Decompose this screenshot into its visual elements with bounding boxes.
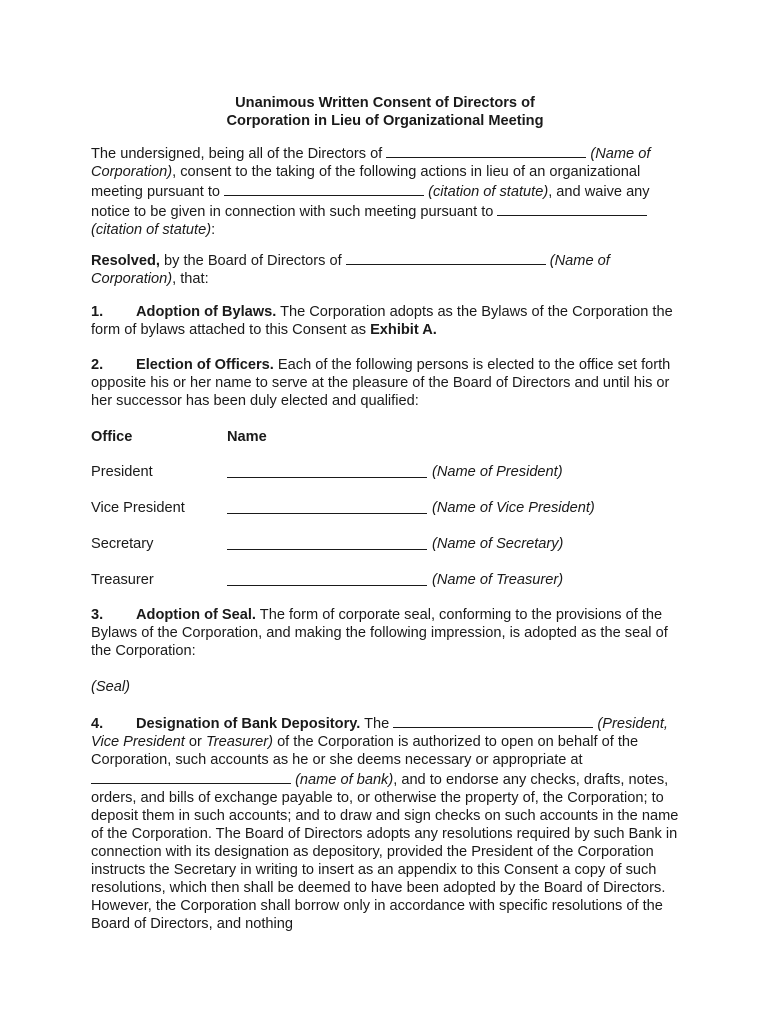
officer-name-blank[interactable] xyxy=(227,535,427,550)
officer-title: President xyxy=(91,464,153,480)
officer-name-blank[interactable] xyxy=(227,463,427,478)
officer-choice-a: (President, Vice President xyxy=(91,716,668,750)
name-column-header: Name xyxy=(227,429,267,445)
statute-citation-blank-1[interactable] xyxy=(224,181,424,196)
section-1-heading: Adoption of Bylaws. xyxy=(136,304,277,320)
section-2-number: 2. xyxy=(91,357,104,373)
statute-citation-blank-2[interactable] xyxy=(497,201,647,216)
intro-text-2: , consent to the taking of the following actions in lieu of an organizational meeting pursuant to xyxy=(91,164,641,200)
officer-row-secretary xyxy=(91,535,691,553)
bank-name-hint: (name of bank) xyxy=(295,772,394,788)
officer-designation-blank[interactable] xyxy=(393,713,593,728)
officer-choice-or: or xyxy=(188,734,202,750)
title-line-1: Unanimous Written Consent of Directors of xyxy=(235,95,535,111)
intro-text-3: , and waive any notice to be given in connection with such meeting pursuant to xyxy=(91,184,650,220)
document-title xyxy=(0,94,770,130)
corporation-name-blank[interactable] xyxy=(386,143,586,158)
section-4-text-3: , and to endorse any checks, drafts, notes, orders, and bills of exchange payable to, or otherwise the property of, the Corporation; to deposit them in such accounts; and to draw and sign checks on such accounts in the name of the Corporation. The Board of Directors adopts any resolutions required by such Bank in connection with its designation as depository, provided the President of the Corporation instructs the Secretary in writing to insert as an appendix to this Consent a copy of such resolutions, which then shall be deemed to have been adopted by the Board of Directors. However, the Corporation shall borrow only in accordance with specific resolutions of the Board of Directors, and nothing xyxy=(91,772,679,932)
office-column-header: Office xyxy=(91,429,133,445)
officer-title: Secretary xyxy=(91,536,154,552)
officer-row-president xyxy=(91,463,691,481)
seal-placeholder: (Seal) xyxy=(91,679,130,695)
section-4-text-1: The xyxy=(364,716,390,732)
section-2-text: Each of the following persons is elected to the office set forth opposite his or her name to serve at the pleasure of the Board of Directors and until his or her successor has been duly elected and qualified: xyxy=(91,357,671,409)
officer-title: Treasurer xyxy=(91,572,154,588)
officer-name-hint: (Name of Vice President) xyxy=(432,500,595,516)
officer-name-hint: (Name of President) xyxy=(432,464,563,480)
officer-row-treasurer xyxy=(91,571,691,589)
officer-row-vice-president xyxy=(91,499,691,517)
section-3-heading: Adoption of Seal. xyxy=(136,607,256,623)
section-1-text: The Corporation adopts as the Bylaws of the Corporation the form of bylaws attached to this Consent as xyxy=(91,304,673,338)
officer-name-hint: (Name of Treasurer) xyxy=(432,572,564,588)
section-2-heading: Election of Officers. xyxy=(136,357,274,373)
resolved-name-of-corporation: (Name of Corporation) xyxy=(91,253,610,287)
officers-table-header xyxy=(91,428,691,446)
section-1 xyxy=(91,303,681,339)
section-4-number: 4. xyxy=(91,716,104,732)
officer-choice-b: Treasurer) xyxy=(205,734,273,750)
section-4 xyxy=(91,713,681,933)
intro-text-4: : xyxy=(211,222,216,238)
section-3-number: 3. xyxy=(91,607,104,623)
intro-citation-1: (citation of statute) xyxy=(428,184,549,200)
section-1-number: 1. xyxy=(91,304,104,320)
section-3 xyxy=(91,606,681,660)
title-line-2: Corporation in Lieu of Organizational Meeting xyxy=(226,113,544,129)
section-4-heading: Designation of Bank Depository. xyxy=(136,716,361,732)
officer-name-blank[interactable] xyxy=(227,499,427,514)
section-2 xyxy=(91,356,681,410)
officer-name-blank[interactable] xyxy=(227,571,427,586)
bank-name-blank[interactable] xyxy=(91,769,291,784)
resolved-label: Resolved, xyxy=(91,253,160,269)
section-4-text-2: of the Corporation is authorized to open on behalf of the Corporation, such accounts as he or she deems necessary or appropriate at xyxy=(91,734,639,768)
resolved-text-1: by the Board of Directors of xyxy=(164,253,342,269)
section-3-text: The form of corporate seal, conforming to the provisions of the Bylaws of the Corporation, and making the following impression, is adopted as the seal of the Corporation: xyxy=(91,607,668,659)
resolved-corporation-blank[interactable] xyxy=(346,250,546,265)
intro-text-1: The undersigned, being all of the Directors of xyxy=(91,146,383,162)
resolved-paragraph xyxy=(91,250,681,288)
intro-paragraph xyxy=(91,143,681,239)
officer-title: Vice President xyxy=(91,500,185,516)
resolved-text-2: , that: xyxy=(172,271,209,287)
officer-name-hint: (Name of Secretary) xyxy=(432,536,564,552)
section-1-exhibit: Exhibit A. xyxy=(370,322,437,338)
intro-citation-2: (citation of statute) xyxy=(91,222,212,238)
intro-name-of-corporation: (Name of Corporation) xyxy=(91,146,651,180)
